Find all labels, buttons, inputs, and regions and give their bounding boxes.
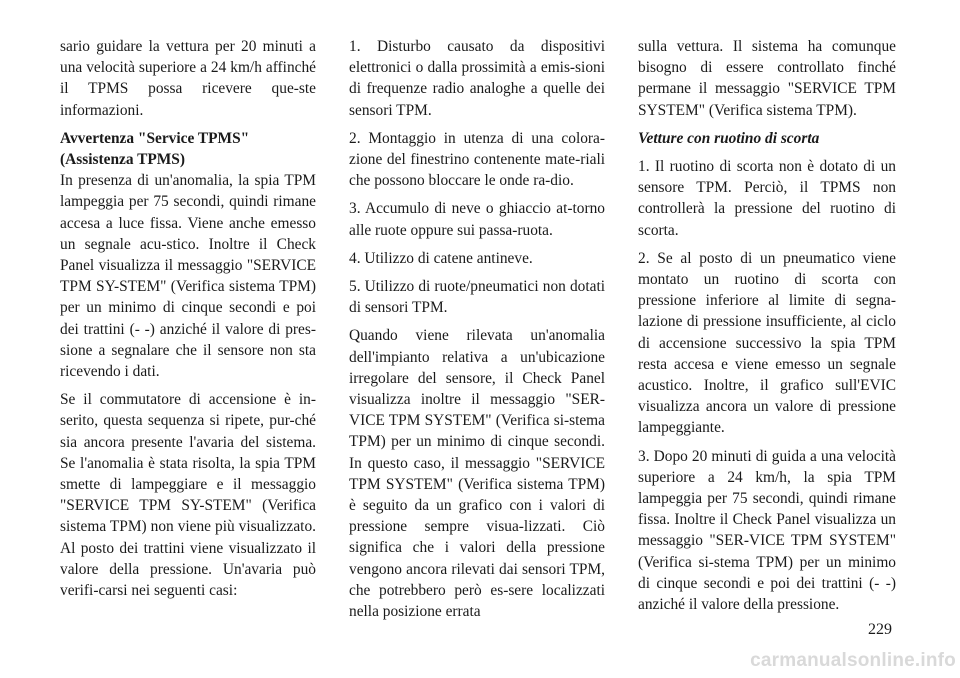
watermark-text: carmanualsonline.info <box>750 650 956 671</box>
paragraph: In presenza di un'anomalia, la spia TPM lampeggia per 75 secondi, quindi rimane accesa a luce fissa. Viene anche emesso un segnale acu-stico. Inoltre il Check Panel visualizza il messaggio "SERVICE TPM SY-STEM" (Verifica sistema TPM) per un minimo di cinque secondi e poi dei trattini (- -) anziché il valore di pres-sione a segnalare che il sensore non sta ricevendo i dati. <box>60 172 316 381</box>
section-heading: Avvertenza "Service TPMS" <box>60 129 250 147</box>
list-item: 3. Accumulo di neve o ghiaccio at-torno alle ruote oppure sui passa-ruota. <box>349 200 605 239</box>
paragraph: sario guidare la vettura per 20 minuti a una velocità superiore a 24 km/h affinché il TPMS possa ricevere que-ste informazioni. <box>60 38 316 119</box>
list-item: 2. Se al posto di un pneumatico viene montato un ruotino di scorta con pressione inferiore al limite di segna-lazione di pressione insufficiente, al ciclo di accensione successivo la spia TPM resta accesa e viene emesso un segnale acustico. Inoltre, il grafico sull'EVIC visualizza ancora un valore di pressione lampeggiante. <box>638 249 896 437</box>
paragraph: sulla vettura. Il sistema ha comunque bisogno di essere controllato finché permane il messaggio "SERVICE TPM SYSTEM" (Verifica sistema TPM). <box>638 38 896 119</box>
column-3 <box>638 36 896 622</box>
section-heading: Vetture con ruotino di scorta <box>638 129 820 147</box>
list-item: 1. Disturbo causato da dispositivi elettronici o dalla prossimità a emis-sioni di frequenze radio analoghe a quelle dei sensori TPM. <box>349 38 605 119</box>
list-item: 3. Dopo 20 minuti di guida a una velocità superiore a 24 km/h, la spia TPM lampeggia per 75 secondi, quindi rimane fissa. Inoltre il Check Panel visualizza un messaggio "SER-VICE TPM SYSTEM" (Verifica si-stema TPM) per un minimo di cinque secondi e poi dei trattini (- -) anziché il valore della pressione. <box>638 447 896 614</box>
list-item: 2. Montaggio in utenza di una colora-zione del finestrino contenente mate-riali che possono bloccare le onde ra-dio. <box>349 129 605 190</box>
list-item: 1. Il ruotino di scorta non è dotato di un sensore TPM. Perciò, il TPMS non controllerà la pressione del ruotino di scorta. <box>638 158 896 239</box>
page-number: 229 <box>868 621 892 638</box>
column-1 <box>60 36 316 608</box>
section-heading-sub: (Assistenza TPMS) <box>60 151 185 169</box>
paragraph: Se il commutatore di accensione è in-serito, questa sequenza si ripete, pur-ché sia ancora presente l'avaria del sistema. Se l'anomalia è stata risolta, la spia TPM smette di lampeggiare e il messaggio "SERVICE TPM SY-STEM" (Verifica sistema TPM) non viene più visualizzato. Al posto dei trattini viene visualizzato il valore della pressione. Un'avaria può verifi-carsi nei seguenti casi: <box>60 391 316 600</box>
column-2 <box>349 36 605 629</box>
paragraph: Quando viene rilevata un'anomalia dell'impianto relativa a un'ubicazione irregolare del sensore, il Check Panel visualizza inoltre il messaggio "SER-VICE TPM SYSTEM" (Verifica si-stema TPM) per un minimo di cinque secondi. In questo caso, il messaggio "SERVICE TPM SYSTEM" (Verifica sistema TPM) è seguito da un grafico con i valori di pressione sempre visua-lizzati. Ciò significa che i valori della pressione vengono ancora rilevati dai sensori TPM, che potrebbero però es-sere localizzati nella posizione errata <box>349 327 605 621</box>
list-item: 5. Utilizzo di ruote/pneumatici non dotati di sensori TPM. <box>349 278 605 317</box>
list-item: 4. Utilizzo di catene antineve. <box>349 249 533 267</box>
